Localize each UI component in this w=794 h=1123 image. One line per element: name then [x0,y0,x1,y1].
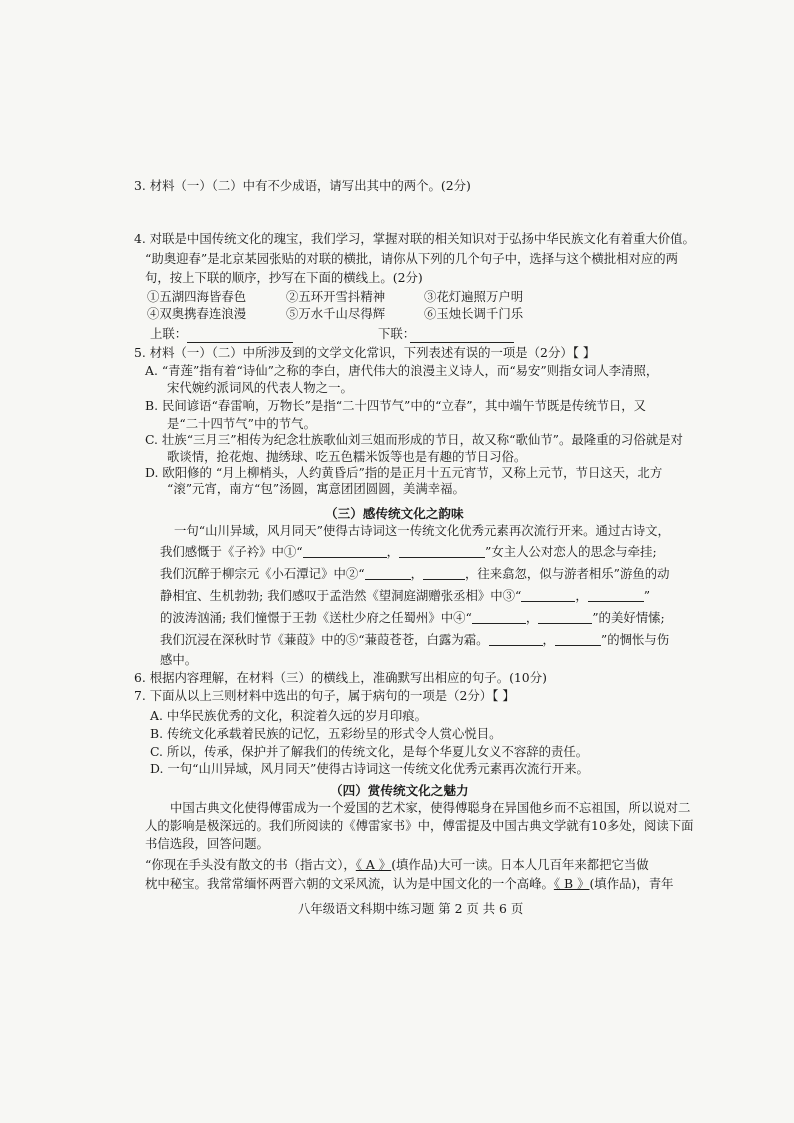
section-3-line-5 [160,610,665,626]
q7-option-c: C. 所以，传承，保护并了解我们的传统文化，是每个华夏儿女义不容辞的责任。 [150,744,589,759]
section-3-line-4-text-c: ” [643,588,651,603]
section-4-para-line-2: 人的影响是极深远的。我们所阅读的《傅雷家书》中，傅雷提及中国古典文学就有10多处，阅读下面 [145,818,694,833]
q5-option-c-line-2: 歌谈情，抢花炮、抛绣球、吃五色糯米饭等也是有趣的节日习俗。 [167,449,527,464]
couplet-option-2: ②五环开雪抖精神 [286,289,386,304]
q7-option-a: A. 中华民族优秀的文化，积淀着久远的岁月印痕。 [150,708,428,723]
q5-option-b-line-1: B. 民间谚语“春雷响，万物长”是指“二十四节气”中的“立春”，其中端午节既是传统节日，又 [145,398,647,413]
couplet-option-4: ④双奥携春连浪漫 [147,306,247,321]
section-3-line-4-text-a: 静相宜、生机勃勃; 我们感叹于孟浩然《望洞庭湖赠张丞相》中③“ [160,588,522,603]
letter-line-2-text-a: 枕中秘宝。我常常缅怀两晋六朝的文采风流，认为是中国文化的一个高峰。 [145,876,554,891]
comma: ， [386,544,400,559]
q5-option-d-line-2: “滚”元宵，南方“包”汤圆，寓意团团圆圆，美满幸福。 [167,481,465,496]
question-3: 3. 材料（一）（二）中有不少成语，请写出其中的两个。(2分) [134,178,471,193]
section-3-title: （三）感传统文化之韵味 [325,506,464,521]
comma: ， [542,632,555,647]
blank-5b[interactable] [555,633,601,646]
couplet-option-1: ①五湖四海皆春色 [147,289,247,304]
section-3-line-6-text-a: 我们沉浸在深秋时节《蒹葭》中的⑤“蒹葭苍苍，白露为霜。 [160,632,489,647]
upper-couplet-label: 上联： [150,326,188,341]
blank-2b[interactable] [423,567,465,580]
q7-option-d: D. 一句“山川异域，风月同天”使得古诗词这一传统文化优秀元素再次流行开来。 [150,761,589,776]
question-4-line-2: “助奥迎春”是北京某园张贴的对联的横批，请你从下列的几个句子中，选择与这个横批相对应的两 [145,251,679,266]
blank-work-a[interactable]: 《 A 》 [355,857,392,872]
section-3-line-3 [160,566,670,582]
q5-option-b-line-2: 是“二十四节气”中的节气。 [167,416,316,431]
question-4-line-3: 句，按上下联的顺序，抄写在下面的横线上。(2分) [145,270,423,285]
couplet-option-5: ⑤万水千山尽得辉 [286,306,386,321]
section-3-line-7: 感中。 [160,652,198,667]
section-4-para-line-1: 中国古典文化使得傅雷成为一个爱国的艺术家，使得傅聪身在异国他乡而不忘祖国，所以说对二 [170,800,691,815]
letter-line-1-text-b: (填作品)大可一读。日本人几百年来都把它当做 [391,857,649,872]
upper-couplet-blank[interactable] [187,330,293,343]
blank-3b[interactable] [588,589,644,602]
section-3-line-2-text-c: ”女主人公对恋人的思念与牵挂; [485,544,657,559]
blank-5a[interactable] [489,633,543,646]
comma: ， [525,610,539,625]
section-3-line-1: 一句“山川异域，风月同天”使得古诗词这一传统文化优秀元素再次流行开来。通过古诗文， [174,523,670,538]
lower-couplet-blank[interactable] [410,330,514,343]
section-3-line-2 [160,544,657,560]
q7-option-b: B. 传统文化承载着民族的记忆，五彩纷呈的形式令人赏心悦目。 [150,726,502,741]
section-3-line-3-text-a: 我们沉醉于柳宗元《小石潭记》中②“ [160,566,365,581]
blank-4a[interactable] [472,611,526,624]
q5-option-a-line-1: A. “青莲”指有着“诗仙”之称的李白，唐代伟大的浪漫主义诗人，而“易安”则指女词人李清照， [145,363,659,378]
question-6: 6. 根据内容理解，在材料（三）的横线上，准确默写出相应的句子。(10分) [134,670,547,685]
couplet-option-6: ⑥玉烛长调千门乐 [424,306,524,321]
section-3-line-4 [160,588,650,604]
blank-2a[interactable] [365,567,411,580]
section-3-line-2-text-a: 我们感慨于《子衿》中①“ [160,544,303,559]
section-4-title: （四）赏传统文化之魅力 [330,783,469,798]
section-4-para-line-3: 书信选段，回答问题。 [145,836,269,851]
blank-1b[interactable] [399,545,485,558]
q5-option-c-line-1: C. 壮族“三月三”相传为纪念壮族歌仙刘三姐而形成的节日，故又称“歌仙节”。最隆重的习俗就是对 [145,432,683,447]
question-4-line-1: 4. 对联是中国传统文化的瑰宝，我们学习，掌握对联的相关知识对于弘扬中华民族文化有着重大价值。 [134,231,695,246]
letter-line-1 [145,857,649,873]
section-3-line-3-text-c: ，往来翕忽，似与游者相乐”游鱼的动 [464,566,670,581]
couplet-option-3: ③花灯遍照万户明 [424,289,524,304]
section-3-line-6-text-c: ”的惆怅与伤 [600,632,670,647]
q5-option-d-line-1: D. 欧阳修的 “月上柳梢头，人约黄昏后”指的是正月十五元宵节，又称上元节，节日这天，北方 [145,465,663,480]
letter-line-1-text-a: “你现在手头没有散文的书（指古文）， [145,857,356,872]
comma: ， [410,566,423,581]
blank-1a[interactable] [303,545,387,558]
blank-3a[interactable] [521,589,575,602]
question-5-stem: 5. 材料（一）（二）中所涉及到的文学文化常识，下列表述有误的一项是（2分）【 】 [134,345,596,360]
question-7-stem: 7. 下面从以上三则材料中选出的句子，属于病句的一项是（2分）【 】 [134,688,515,703]
section-3-line-6 [160,632,669,648]
blank-4b[interactable] [538,611,592,624]
comma: ， [575,588,588,603]
section-3-line-5-text-a: 的波涛汹涌; 我们憧憬于王勃《送杜少府之任蜀州》中④“ [160,610,472,625]
page-footer: 八年级语文科期中练习题 第 2 页 共 6 页 [298,901,524,916]
section-3-line-5-text-c: ”的美好情愫; [592,610,665,625]
q5-option-a-line-2: 宋代婉约派词风的代表人物之一。 [167,380,353,395]
letter-line-2-text-b: (填作品)，青年 [589,876,674,891]
lower-couplet-label: 下联： [378,326,416,341]
letter-line-2 [145,876,673,892]
blank-work-b[interactable]: 《 B 》 [553,876,590,891]
